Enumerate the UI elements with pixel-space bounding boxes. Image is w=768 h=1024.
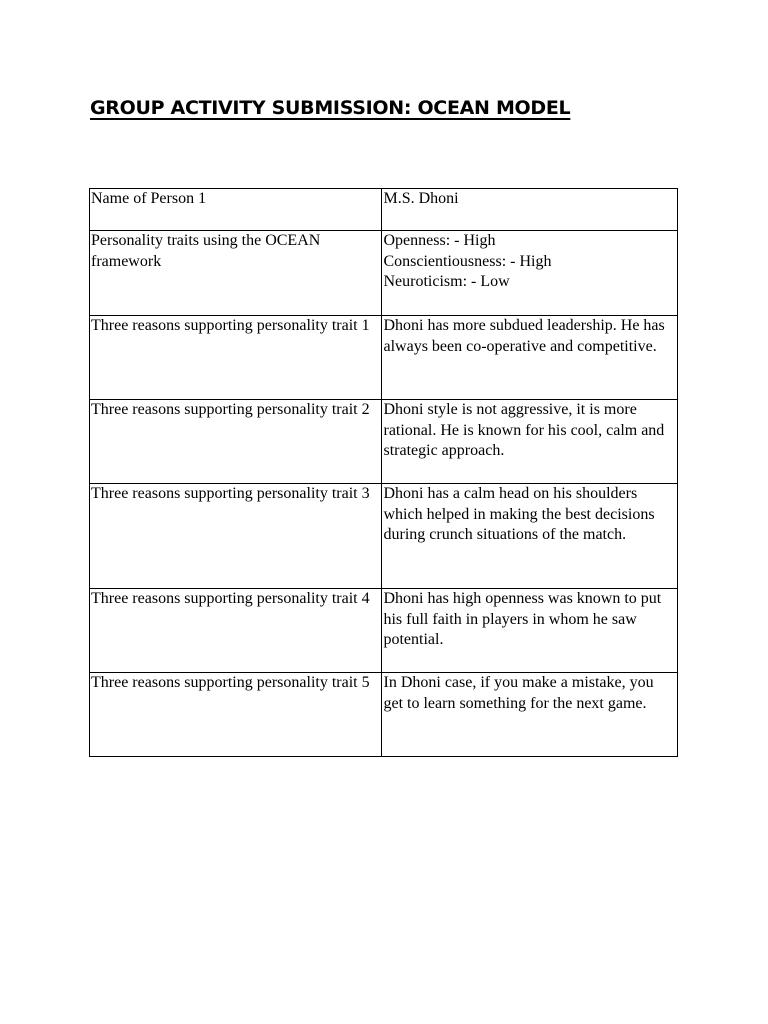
row-value-cell [382, 589, 678, 673]
row-label: Three reasons supporting personality trait 1 [91, 317, 370, 334]
row-value-line: Dhoni has more subdued leadership. He has always been co-operative and competitive. [383, 317, 665, 355]
row-label-cell [90, 673, 382, 757]
table-row [90, 189, 678, 231]
row-value-line: Conscientiousness: - High [383, 252, 552, 270]
row-label: Three reasons supporting personality trait 3 [91, 485, 370, 502]
row-value-line: Neuroticism: - Low [383, 273, 510, 291]
row-value-line: Dhoni style is not aggressive, it is more rational. He is known for his cool, calm and strategic approach. [383, 401, 665, 460]
table-row [90, 484, 678, 589]
page-title: GROUP ACTIVITY SUBMISSION: OCEAN MODEL [90, 97, 571, 119]
row-value-line: M.S. Dhoni [383, 190, 459, 207]
row-label: Personality traits using the OCEAN framework [91, 232, 321, 270]
row-label: Three reasons supporting personality trait 4 [91, 590, 370, 607]
ocean-table [89, 188, 678, 757]
row-label-cell [90, 589, 382, 673]
table-row [90, 673, 678, 757]
row-value-cell [382, 400, 678, 484]
row-label-cell [90, 316, 382, 400]
row-label-cell [90, 400, 382, 484]
row-value-line: In Dhoni case, if you make a mistake, you get to learn something for the next game. [383, 674, 654, 712]
row-label-cell [90, 231, 382, 316]
row-value-cell [382, 673, 678, 757]
row-value-cell [382, 484, 678, 589]
row-label-cell [90, 189, 382, 231]
row-label: Name of Person 1 [91, 190, 207, 207]
table-row [90, 316, 678, 400]
row-label-cell [90, 484, 382, 589]
row-value-line: Dhoni has a calm head on his shoulders which helped in making the best decisions during crunch situations of the match. [383, 485, 655, 544]
table-row [90, 589, 678, 673]
row-label: Three reasons supporting personality trait 2 [91, 401, 370, 418]
row-label: Three reasons supporting personality trait 5 [91, 674, 370, 691]
row-value-cell [382, 189, 678, 231]
row-value-cell [382, 316, 678, 400]
row-value-cell [382, 231, 678, 316]
row-value-line: Dhoni has high openness was known to put his full faith in players in whom he saw potential. [383, 590, 662, 649]
row-value-line: Openness: - High [383, 232, 496, 249]
table-row [90, 231, 678, 316]
table-row [90, 400, 678, 484]
